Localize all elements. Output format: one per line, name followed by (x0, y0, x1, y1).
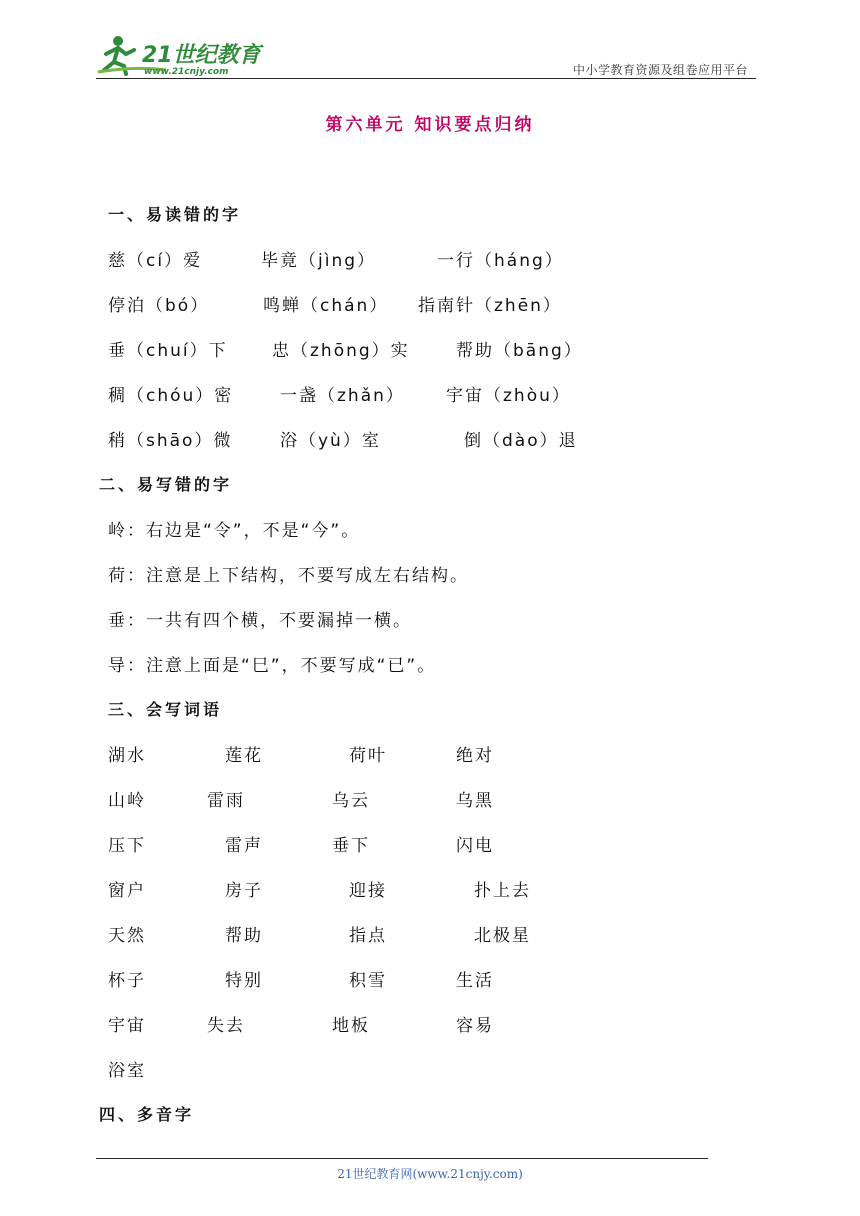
word-item: 窗户 (108, 881, 146, 901)
pinyin-item: 浴（yù）室 (280, 431, 381, 451)
pinyin-item: 毕竟（jìng） (261, 251, 377, 271)
site-logo[interactable] (96, 32, 266, 80)
word-item: 地板 (332, 1016, 370, 1036)
error-char-item: 荷：注意是上下结构，不要写成左右结构。 (108, 566, 469, 586)
error-char-item: 垂：一共有四个横，不要漏掉一横。 (108, 611, 412, 631)
platform-name: 中小学教育资源及组卷应用平台 (573, 63, 749, 77)
word-item: 莲花 (225, 746, 263, 766)
word-item: 指点 (349, 926, 387, 946)
footer-divider (96, 1158, 708, 1159)
pinyin-item: 一盏（zhǎn） (280, 386, 405, 406)
pinyin-item: 停泊（bó） (108, 296, 210, 316)
word-item: 压下 (108, 836, 146, 856)
word-item: 垂下 (332, 836, 370, 856)
word-item: 湖水 (108, 746, 146, 766)
word-item: 雷声 (225, 836, 263, 856)
word-item: 乌黑 (456, 791, 494, 811)
section-heading-2: 二、易写错的字 (99, 475, 233, 494)
pinyin-item: 宇宙（zhòu） (446, 386, 571, 406)
pinyin-item: 稍（shāo）微 (108, 431, 233, 451)
page-title: 第六单元 知识要点归纳 (325, 115, 535, 135)
word-item: 迎接 (349, 881, 387, 901)
word-item: 荷叶 (349, 746, 387, 766)
pinyin-item: 忠（zhōng）实 (272, 341, 410, 361)
logo-text: 21世纪教育 (142, 43, 261, 68)
word-item: 扑上去 (474, 881, 531, 901)
word-item: 雷雨 (207, 791, 245, 811)
word-item: 生活 (456, 971, 494, 991)
word-item: 宇宙 (108, 1016, 146, 1036)
section-heading-4: 四、多音字 (99, 1105, 195, 1124)
error-char-item: 导：注意上面是“巳”，不要写成“已”。 (108, 656, 437, 676)
pinyin-item: 慈（cí）爱 (108, 251, 203, 271)
word-item: 积雪 (349, 971, 387, 991)
pinyin-item: 稠（chóu）密 (108, 386, 234, 406)
word-item: 北极星 (474, 926, 531, 946)
word-item: 乌云 (332, 791, 370, 811)
word-item: 浴室 (108, 1061, 146, 1081)
pinyin-item: 垂（chuí）下 (108, 341, 228, 361)
pinyin-item: 倒（dào）退 (464, 431, 578, 451)
pinyin-item: 指南针（zhēn） (418, 296, 562, 316)
pinyin-item: 一行（háng） (437, 251, 564, 271)
word-item: 容易 (456, 1016, 494, 1036)
logo-url: www.21cnjy.com (144, 67, 229, 77)
pinyin-item: 鸣蝉（chán） (263, 296, 389, 316)
header-divider (96, 78, 756, 79)
word-item: 帮助 (225, 926, 263, 946)
section-heading-1: 一、易读错的字 (108, 205, 242, 224)
word-item: 天然 (108, 926, 146, 946)
word-item: 闪电 (456, 836, 494, 856)
logo-graphic (96, 32, 266, 80)
word-item: 特别 (225, 971, 263, 991)
section-heading-3: 三、会写词语 (108, 700, 223, 719)
word-item: 杯子 (108, 971, 146, 991)
word-item: 山岭 (108, 791, 146, 811)
footer-link[interactable]: 21世纪教育网(www.21cnjy.com) (337, 1167, 523, 1181)
word-item: 房子 (225, 881, 263, 901)
error-char-item: 岭：右边是“令”，不是“今”。 (108, 521, 361, 541)
word-item: 失去 (207, 1016, 245, 1036)
word-item: 绝对 (456, 746, 494, 766)
pinyin-item: 帮助（bāng） (456, 341, 583, 361)
